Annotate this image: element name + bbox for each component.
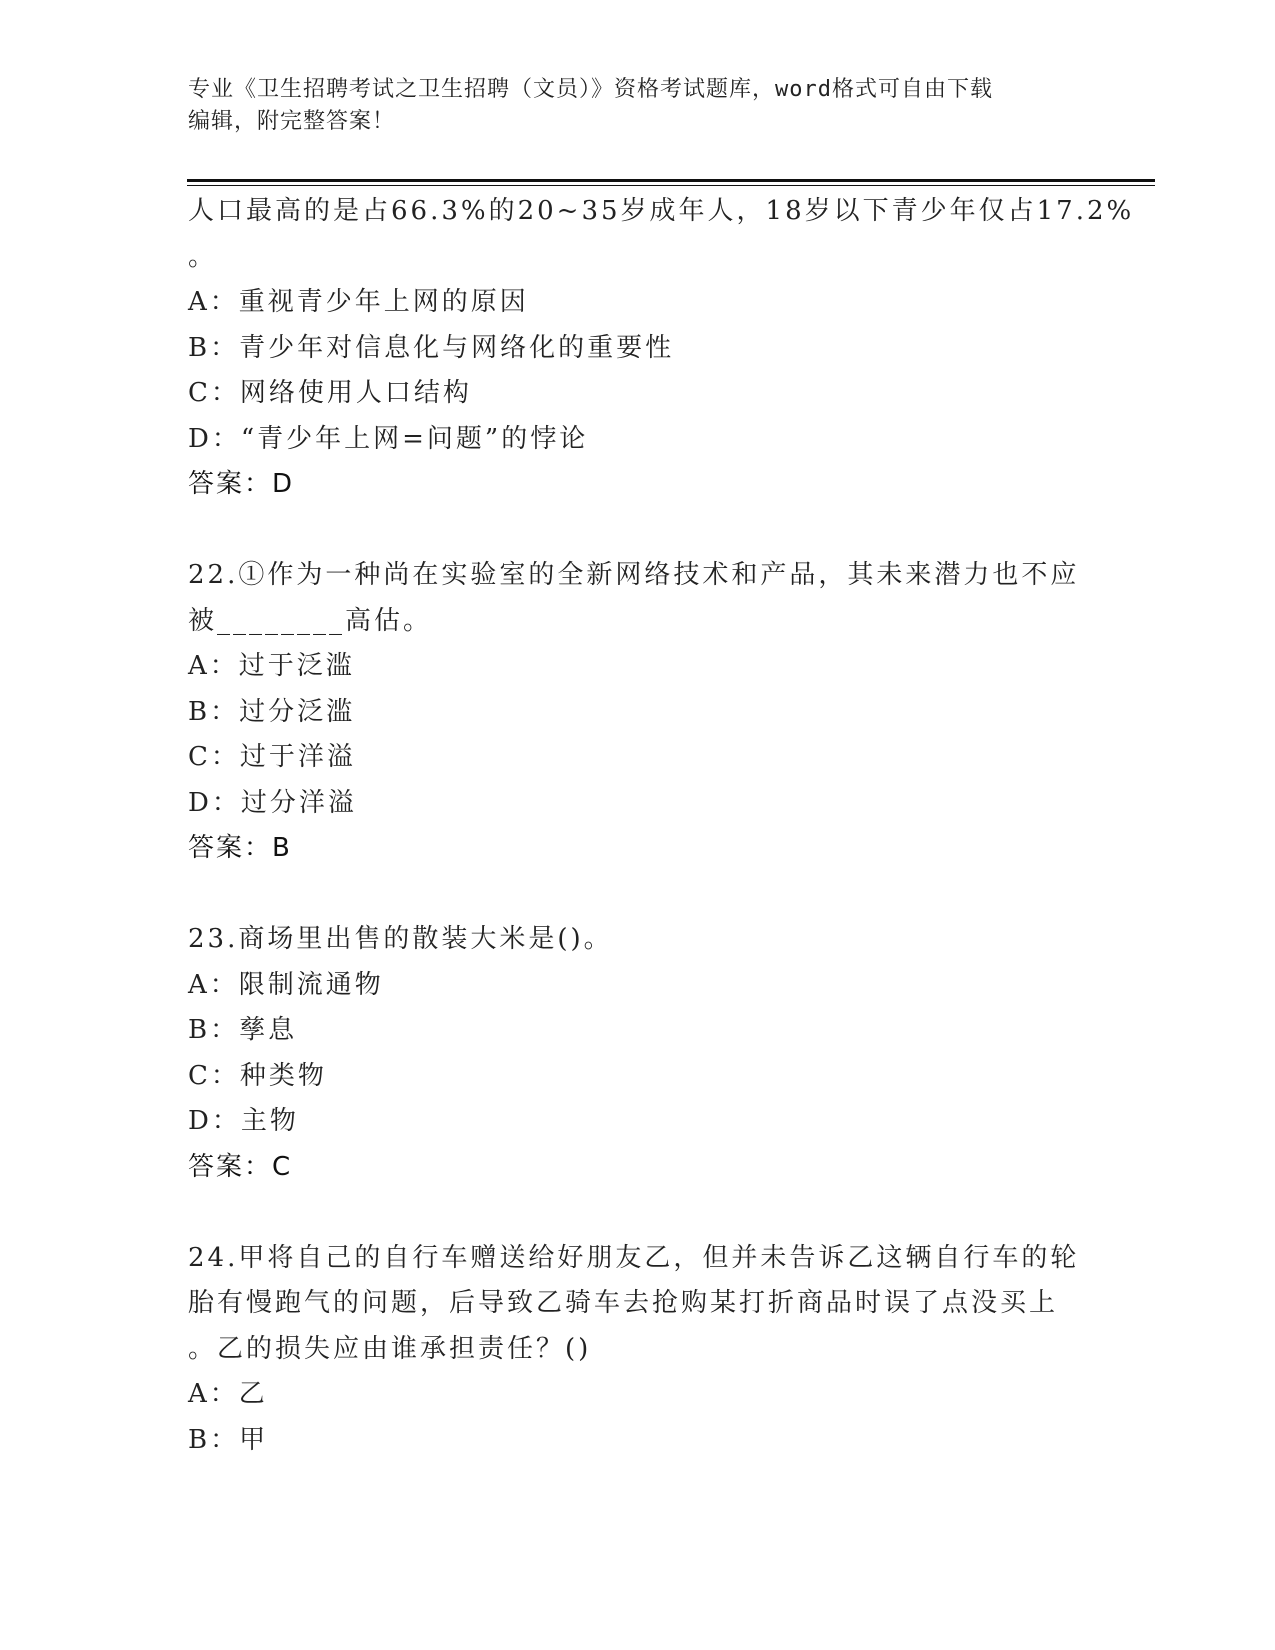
option-b: B：甲 — [188, 1424, 269, 1455]
header-line-2: 编辑，附完整答案！ — [188, 109, 396, 134]
spacer — [188, 1190, 1088, 1236]
question-22 — [188, 553, 1088, 872]
question-text-line: 22.①作为一种尚在实验室的全新网络技术和产品，其未来潜力也不应 — [188, 560, 1080, 590]
spacer — [188, 872, 1088, 918]
question-content — [188, 189, 1135, 1463]
answer-line: 答案：D — [188, 469, 295, 499]
option-a: A：限制流通物 — [188, 969, 384, 1000]
header-line-1: 专业《卫生招聘考试之卫生招聘（文员）》资格考试题库，word格式可自由下载 — [188, 77, 993, 102]
header-divider-thick — [187, 179, 1155, 182]
option-c: C：种类物 — [188, 1060, 327, 1091]
option-d: D：过分洋溢 — [188, 787, 357, 818]
question-21-continuation — [188, 189, 1135, 508]
question-text-line: 。乙的损失应由谁承担责任？() — [188, 1333, 592, 1364]
question-text-line: 。 — [188, 241, 218, 272]
question-24 — [188, 1236, 1088, 1464]
question-text-line: 24.甲将自己的自行车赠送给好朋友乙，但并未告诉乙这辆自行车的轮 — [188, 1242, 1080, 1273]
option-d: D：主物 — [188, 1106, 299, 1136]
header-divider-thin — [187, 185, 1155, 186]
question-text-line: 人口最高的是占66.3%的20~35岁成年人，18岁以下青少年仅占17.2% — [188, 196, 1135, 226]
option-a: A：乙 — [188, 1379, 268, 1409]
option-c: C：过于洋溢 — [188, 742, 356, 772]
question-text-line: 被________高估。 — [188, 605, 433, 636]
spacer — [188, 508, 1088, 554]
question-text-line: 23.商场里出售的散装大米是()。 — [188, 924, 613, 954]
document-header — [188, 74, 1088, 138]
option-b: B：孳息 — [188, 1015, 298, 1045]
option-a: A：过于泛滥 — [188, 651, 355, 681]
question-text-line: 胎有慢跑气的问题，后导致乙骑车去抢购某打折商品时误了点没买上 — [188, 1288, 1059, 1318]
option-a: A：重视青少年上网的原因 — [188, 287, 529, 317]
answer-line: 答案：C — [188, 1151, 293, 1182]
answer-line: 答案：B — [188, 833, 292, 863]
question-23 — [188, 917, 1088, 1190]
option-d: D：“青少年上网=问题”的悖论 — [188, 423, 589, 454]
option-b: B：青少年对信息化与网络化的重要性 — [188, 332, 675, 363]
option-c: C：网络使用人口结构 — [188, 378, 472, 408]
option-b: B：过分泛滥 — [188, 696, 356, 727]
